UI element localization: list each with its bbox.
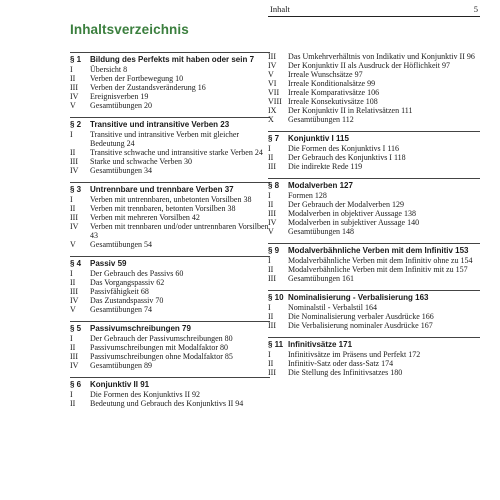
entry-roman-numeral: I	[268, 303, 271, 312]
chapter-title: Bildung des Perfekts mit haben oder sein 7	[90, 55, 255, 64]
chapter-number: § 1	[70, 55, 82, 64]
entry-text: Irreale Konditionalsätze 99	[288, 79, 376, 88]
chapter-heading	[268, 181, 480, 190]
chapter-rule	[70, 52, 270, 53]
toc-chapter	[70, 377, 270, 408]
toc-entry	[70, 101, 270, 110]
entry-roman-numeral: VIII	[268, 97, 282, 106]
toc-entry	[268, 227, 480, 236]
toc-entry	[70, 148, 270, 157]
entry-text: Passivfähigkeit 68	[90, 287, 149, 296]
chapter-rule	[70, 182, 270, 183]
chapter-rule	[268, 131, 480, 132]
entry-roman-numeral: I	[70, 65, 73, 74]
chapter-rule	[268, 290, 480, 291]
chapter-rule	[70, 117, 270, 118]
chapter-rule	[268, 337, 480, 338]
toc-entry	[268, 312, 480, 321]
entry-roman-numeral: III	[70, 213, 78, 222]
entry-roman-numeral: II	[70, 74, 76, 83]
chapter-title: Infinitivsätze 171	[288, 340, 353, 349]
toc-entry	[70, 130, 270, 148]
entry-text: Gesamtübungen 20	[90, 101, 152, 110]
chapter-heading	[70, 259, 270, 268]
entry-roman-numeral: IV	[70, 361, 79, 370]
entry-text: Verben mit trennbaren, betonten Vorsilben 38	[90, 204, 236, 213]
toc-entry	[70, 352, 270, 361]
entry-roman-numeral: I	[70, 390, 73, 399]
entry-text: Bedeutung und Gebrauch des Konjunktivs II 94	[90, 399, 244, 408]
toc-entry	[268, 359, 480, 368]
toc-entry	[268, 79, 480, 88]
toc-entry	[268, 265, 480, 274]
entry-text: Das Vorgangspassiv 62	[90, 278, 165, 287]
entry-roman-numeral: V	[268, 70, 274, 79]
toc-entry	[70, 157, 270, 166]
toc-entry	[268, 303, 480, 312]
chapter-number: § 4	[70, 259, 82, 268]
entry-roman-numeral: I	[268, 144, 271, 153]
toc-entry	[70, 83, 270, 92]
chapter-title: Passiv 59	[90, 259, 127, 268]
header-rule	[268, 16, 480, 17]
entry-text: Gesamtübungen 89	[90, 361, 152, 370]
entry-text: Der Konjunktiv II in Relativsätzen 111	[288, 106, 413, 115]
entry-text: Gesamtübungen 148	[288, 227, 354, 236]
entry-roman-numeral: V	[70, 240, 76, 249]
entry-text: Transitive schwache und intransitive starke Verben 24	[90, 148, 263, 157]
chapter-number: § 2	[70, 120, 82, 129]
toc-chapter	[268, 131, 480, 171]
entry-roman-numeral: III	[268, 368, 276, 377]
chapter-number: § 6	[70, 380, 82, 389]
entry-roman-numeral: II	[268, 153, 274, 162]
entry-roman-numeral: I	[70, 195, 73, 204]
toc-entry	[70, 65, 270, 74]
entry-roman-numeral: III	[268, 52, 276, 61]
entry-roman-numeral: II	[268, 265, 274, 274]
entry-text: Verben der Fortbewegung 10	[90, 74, 184, 83]
toc-chapter	[268, 178, 480, 236]
chapter-title: Modalverbähnliche Verben mit dem Infinitiv 153	[288, 246, 469, 255]
entry-roman-numeral: IV	[70, 222, 79, 231]
entry-roman-numeral: I	[268, 350, 271, 359]
chapter-number: § 9	[268, 246, 280, 255]
toc-entry	[70, 240, 270, 249]
entry-text: Gesamtübungen 161	[288, 274, 354, 283]
entry-text: Das Umkehrverhältnis von Indikativ und Konjunktiv II 96	[288, 52, 475, 61]
toc-entry	[70, 195, 270, 204]
chapter-rule	[70, 256, 270, 257]
toc-entry	[268, 88, 480, 97]
chapter-title: Konjunktiv I 115	[288, 134, 349, 143]
toc-entry	[268, 153, 480, 162]
chapter-title: Konjunktiv II 91	[90, 380, 150, 389]
toc-entry	[268, 162, 480, 171]
entry-text: Irreale Wunschsätze 97	[288, 70, 363, 79]
entry-roman-numeral: III	[268, 274, 276, 283]
entry-text: Gesamtübungen 112	[288, 115, 354, 124]
entry-text: Die indirekte Rede 119	[288, 162, 363, 171]
chapter-title: Nominalisierung - Verbalisierung 163	[288, 293, 429, 302]
entry-text: Irreale Komparativsätze 106	[288, 88, 380, 97]
entry-roman-numeral: III	[70, 352, 78, 361]
entry-roman-numeral: V	[70, 101, 76, 110]
entry-roman-numeral: IV	[70, 166, 79, 175]
toc-right-column	[268, 52, 480, 384]
entry-text: Die Formen des Konjunktivs I 116	[288, 144, 400, 153]
toc-entry	[70, 343, 270, 352]
entry-roman-numeral: II	[70, 148, 76, 157]
entry-roman-numeral: II	[70, 278, 76, 287]
toc-entry	[268, 191, 480, 200]
toc-entry	[70, 305, 270, 314]
entry-text: Gesamtübungen 74	[90, 305, 152, 314]
entry-roman-numeral: VII	[268, 88, 280, 97]
entry-text: Modalverbähnliche Verben mit dem Infinitiv mit zu 157	[288, 265, 468, 274]
toc-entry	[268, 209, 480, 218]
toc-entry	[70, 74, 270, 83]
entry-roman-numeral: I	[268, 191, 271, 200]
chapter-title: Untrennbare und trennbare Verben 37	[90, 185, 234, 194]
toc-entry	[268, 144, 480, 153]
entry-roman-numeral: V	[268, 227, 274, 236]
entry-text: Die Nominalisierung verbaler Ausdrücke 166	[288, 312, 434, 321]
entry-roman-numeral: II	[268, 359, 274, 368]
chapter-rule	[268, 243, 480, 244]
entry-roman-numeral: IV	[70, 92, 79, 101]
entry-roman-numeral: IV	[268, 61, 277, 70]
entry-text: Irreale Konsekutivsätze 108	[288, 97, 378, 106]
entry-text: Ereignisverben 19	[90, 92, 149, 101]
entry-roman-numeral: II	[70, 343, 76, 352]
running-header	[268, 2, 480, 16]
entry-roman-numeral: III	[70, 83, 78, 92]
toc-chapter	[268, 52, 480, 124]
entry-text: Formen 128	[288, 191, 327, 200]
entry-roman-numeral: VI	[268, 79, 277, 88]
entry-text: Verben mit untrennbaren, unbetonten Vorsilben 38	[90, 195, 252, 204]
chapter-heading	[268, 293, 480, 302]
toc-entry	[268, 52, 480, 61]
toc-entry	[70, 92, 270, 101]
entry-text: Der Gebrauch der Passivumschreibungen 80	[90, 334, 233, 343]
entry-text: Der Gebrauch des Passivs 60	[90, 269, 184, 278]
entry-text: Modalverbähnliche Verben mit dem Infinitiv ohne zu 154	[288, 256, 473, 265]
entry-roman-numeral: III	[268, 209, 276, 218]
entry-text: Modalverben in objektiver Aussage 138	[288, 209, 416, 218]
running-title: Inhalt	[270, 4, 290, 14]
toc-left-column	[70, 52, 270, 415]
chapter-rule	[70, 377, 270, 378]
toc-entry	[268, 321, 480, 330]
entry-roman-numeral: III	[268, 162, 276, 171]
chapter-heading	[268, 340, 480, 349]
toc-chapter	[268, 243, 480, 283]
toc-entry	[268, 256, 480, 265]
entry-roman-numeral: III	[268, 321, 276, 330]
toc-chapter	[268, 290, 480, 330]
entry-text: Infinitiv-Satz oder dass-Satz 174	[288, 359, 394, 368]
chapter-rule	[70, 321, 270, 322]
entry-roman-numeral: I	[70, 130, 73, 139]
chapter-title: Transitive und intransitive Verben 23	[90, 120, 230, 129]
toc-chapter	[268, 337, 480, 377]
toc-entry	[70, 278, 270, 287]
entry-text: Nominalstil - Verbalstil 164	[288, 303, 377, 312]
chapter-number: § 11	[268, 340, 284, 349]
entry-roman-numeral: X	[268, 115, 274, 124]
entry-roman-numeral: II	[268, 200, 274, 209]
entry-text: Die Stellung des Infinitivsatzes 180	[288, 368, 403, 377]
toc-entry	[268, 200, 480, 209]
entry-roman-numeral: I	[268, 256, 271, 265]
chapter-title: Modalverben 127	[288, 181, 353, 190]
chapter-heading	[70, 324, 270, 333]
toc-chapter	[70, 321, 270, 370]
toc-chapter	[70, 256, 270, 314]
chapter-number: § 10	[268, 293, 284, 302]
chapter-heading	[268, 246, 480, 255]
entry-text: Infinitivsätze im Präsens und Perfekt 172	[288, 350, 421, 359]
entry-text: Starke und schwache Verben 30	[90, 157, 193, 166]
chapter-title: Passivumschreibungen 79	[90, 324, 191, 333]
entry-text: Der Konjunktiv II als Ausdruck der Höflichkeit 97	[288, 61, 450, 70]
chapter-heading	[70, 120, 270, 129]
toc-entry	[70, 213, 270, 222]
entry-text: Die Formen des Konjunktivs II 92	[90, 390, 200, 399]
toc-chapter	[70, 182, 270, 249]
chapter-heading	[70, 185, 270, 194]
entry-text: Der Gebrauch des Konjunktivs I 118	[288, 153, 406, 162]
chapter-number: § 5	[70, 324, 82, 333]
toc-entry	[268, 350, 480, 359]
entry-text: Gesamtübungen 34	[90, 166, 152, 175]
toc-entry	[70, 269, 270, 278]
chapter-number: § 3	[70, 185, 82, 194]
entry-text: Die Verbalisierung nominaler Ausdrücke 167	[288, 321, 433, 330]
entry-roman-numeral: I	[70, 334, 73, 343]
toc-entry	[70, 166, 270, 175]
chapter-number: § 7	[268, 134, 280, 143]
toc-entry	[70, 399, 270, 408]
chapter-number: § 8	[268, 181, 280, 190]
entry-text: Transitive und intransitive Verben mit gleicher Bedeutung 24	[90, 130, 240, 148]
chapter-heading	[70, 55, 270, 64]
page-title: Inhaltsverzeichnis	[70, 22, 189, 37]
entry-text: Das Zustandspassiv 70	[90, 296, 164, 305]
entry-roman-numeral: I	[70, 269, 73, 278]
toc-chapter	[70, 52, 270, 110]
entry-roman-numeral: II	[268, 312, 274, 321]
chapter-rule	[268, 178, 480, 179]
entry-text: Der Gebrauch der Modalverben 129	[288, 200, 404, 209]
toc-entry	[268, 218, 480, 227]
page-number: 5	[473, 4, 478, 14]
entry-text: Passivumschreibungen ohne Modalfaktor 85	[90, 352, 233, 361]
toc-entry	[70, 296, 270, 305]
entry-roman-numeral: V	[70, 305, 76, 314]
toc-entry	[268, 368, 480, 377]
toc-entry	[268, 61, 480, 70]
entry-text: Verben mit trennbaren und/oder untrennbaren Vorsilben 43	[90, 222, 269, 240]
chapter-heading	[268, 134, 480, 143]
entry-roman-numeral: II	[70, 399, 76, 408]
entry-text: Übersicht 8	[90, 65, 128, 74]
toc-entry	[268, 97, 480, 106]
entry-roman-numeral: IV	[70, 296, 79, 305]
entry-text: Gesamtübungen 54	[90, 240, 152, 249]
entry-text: Modalverben in subjektiver Aussage 140	[288, 218, 420, 227]
toc-chapter	[70, 117, 270, 175]
entry-roman-numeral: III	[70, 287, 78, 296]
toc-entry	[70, 222, 270, 240]
toc-entry	[268, 70, 480, 79]
entry-roman-numeral: IX	[268, 106, 277, 115]
entry-text: Verben der Zustandsveränderung 16	[90, 83, 206, 92]
chapter-heading	[70, 380, 270, 389]
entry-text: Verben mit mehreren Vorsilben 42	[90, 213, 200, 222]
toc-entry	[268, 115, 480, 124]
entry-text: Passivumschreibungen mit Modalfaktor 80	[90, 343, 228, 352]
toc-entry	[70, 334, 270, 343]
entry-roman-numeral: II	[70, 204, 76, 213]
toc-entry	[268, 274, 480, 283]
toc-entry	[70, 287, 270, 296]
toc-entry	[70, 204, 270, 213]
entry-roman-numeral: III	[70, 157, 78, 166]
entry-roman-numeral: IV	[268, 218, 277, 227]
toc-entry	[70, 361, 270, 370]
toc-entry	[268, 106, 480, 115]
toc-entry	[70, 390, 270, 399]
